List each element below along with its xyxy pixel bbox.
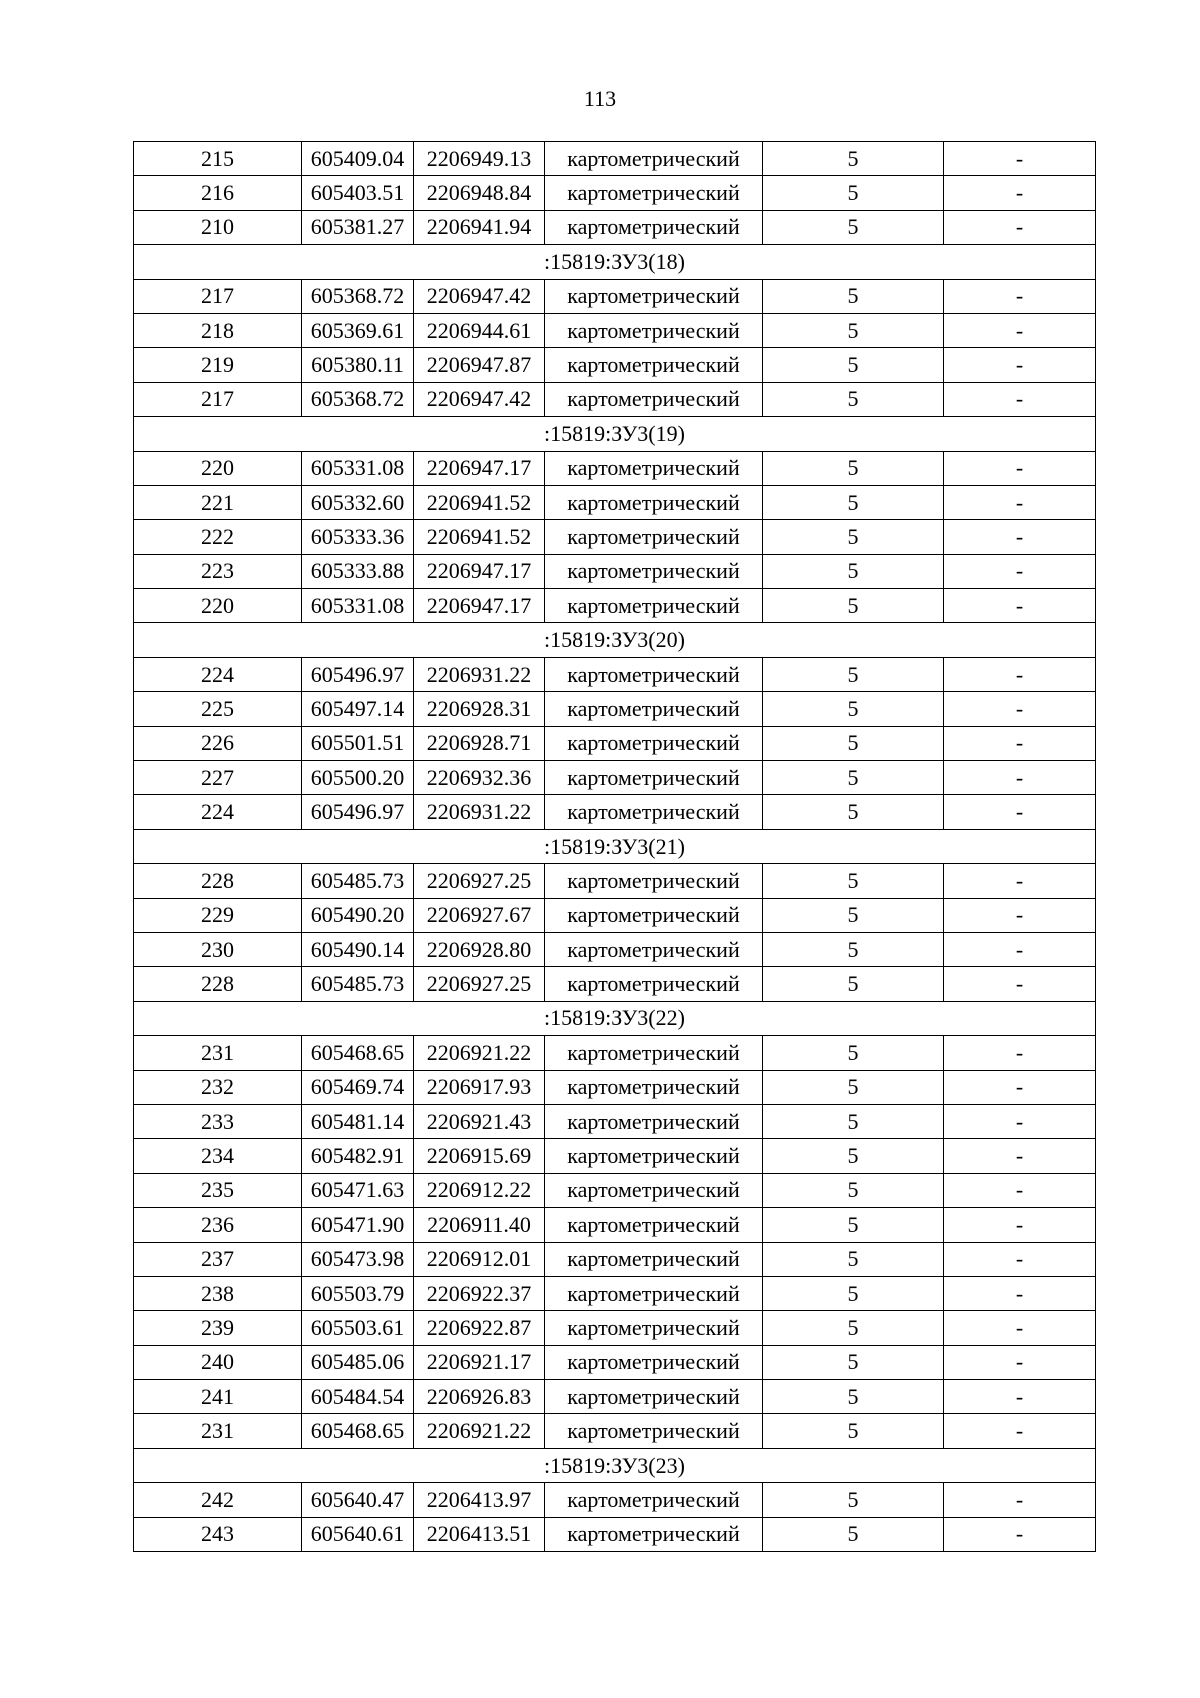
x-coordinate-cell: 605500.20 [302, 761, 414, 795]
point-number-cell: 221 [134, 485, 302, 519]
description-cell: - [944, 1242, 1096, 1276]
x-coordinate-cell: 605640.61 [302, 1517, 414, 1551]
y-coordinate-cell: 2206941.52 [414, 485, 545, 519]
accuracy-cell: 5 [763, 1208, 944, 1242]
section-header-row [134, 1448, 1096, 1482]
table-row [134, 451, 1096, 485]
table-row [134, 692, 1096, 726]
table-row [134, 279, 1096, 313]
point-number-cell: 239 [134, 1311, 302, 1345]
method-cell: картометрический [545, 176, 763, 210]
point-number-cell: 219 [134, 348, 302, 382]
accuracy-cell: 5 [763, 520, 944, 554]
method-cell: картометрический [545, 726, 763, 760]
method-cell: картометрический [545, 1036, 763, 1070]
method-cell: картометрический [545, 1517, 763, 1551]
coordinates-table-body [134, 142, 1096, 1552]
description-cell: - [944, 967, 1096, 1001]
point-number-cell: 225 [134, 692, 302, 726]
description-cell: - [944, 313, 1096, 347]
method-cell: картометрический [545, 348, 763, 382]
point-number-cell: 220 [134, 589, 302, 623]
description-cell: - [944, 795, 1096, 829]
method-cell: картометрический [545, 1173, 763, 1207]
x-coordinate-cell: 605332.60 [302, 485, 414, 519]
table-row [134, 382, 1096, 416]
point-number-cell: 236 [134, 1208, 302, 1242]
x-coordinate-cell: 605331.08 [302, 451, 414, 485]
accuracy-cell: 5 [763, 726, 944, 760]
y-coordinate-cell: 2206928.31 [414, 692, 545, 726]
y-coordinate-cell: 2206928.80 [414, 932, 545, 966]
point-number-cell: 216 [134, 176, 302, 210]
accuracy-cell: 5 [763, 176, 944, 210]
description-cell: - [944, 1276, 1096, 1310]
point-number-cell: 234 [134, 1139, 302, 1173]
table-row [134, 726, 1096, 760]
x-coordinate-cell: 605490.20 [302, 898, 414, 932]
x-coordinate-cell: 605503.61 [302, 1311, 414, 1345]
table-row [134, 1483, 1096, 1517]
table-row [134, 864, 1096, 898]
table-row [134, 1345, 1096, 1379]
y-coordinate-cell: 2206926.83 [414, 1380, 545, 1414]
y-coordinate-cell: 2206922.37 [414, 1276, 545, 1310]
point-number-cell: 228 [134, 864, 302, 898]
y-coordinate-cell: 2206947.17 [414, 554, 545, 588]
point-number-cell: 217 [134, 279, 302, 313]
table-row [134, 967, 1096, 1001]
accuracy-cell: 5 [763, 1345, 944, 1379]
x-coordinate-cell: 605497.14 [302, 692, 414, 726]
y-coordinate-cell: 2206921.43 [414, 1104, 545, 1138]
method-cell: картометрический [545, 1483, 763, 1517]
method-cell: картометрический [545, 520, 763, 554]
x-coordinate-cell: 605471.90 [302, 1208, 414, 1242]
method-cell: картометрический [545, 485, 763, 519]
accuracy-cell: 5 [763, 1173, 944, 1207]
y-coordinate-cell: 2206922.87 [414, 1311, 545, 1345]
point-number-cell: 222 [134, 520, 302, 554]
y-coordinate-cell: 2206921.22 [414, 1414, 545, 1448]
description-cell: - [944, 932, 1096, 966]
method-cell: картометрический [545, 932, 763, 966]
point-number-cell: 210 [134, 210, 302, 244]
table-row [134, 485, 1096, 519]
section-header-row [134, 623, 1096, 657]
y-coordinate-cell: 2206947.42 [414, 382, 545, 416]
x-coordinate-cell: 605331.08 [302, 589, 414, 623]
y-coordinate-cell: 2206917.93 [414, 1070, 545, 1104]
accuracy-cell: 5 [763, 1311, 944, 1345]
accuracy-cell: 5 [763, 1414, 944, 1448]
table-row [134, 313, 1096, 347]
table-row [134, 1276, 1096, 1310]
accuracy-cell: 5 [763, 348, 944, 382]
x-coordinate-cell: 605640.47 [302, 1483, 414, 1517]
x-coordinate-cell: 605468.65 [302, 1036, 414, 1070]
accuracy-cell: 5 [763, 1104, 944, 1138]
point-number-cell: 224 [134, 657, 302, 691]
section-title: :15819:ЗУ3(20) [134, 623, 1096, 657]
point-number-cell: 215 [134, 142, 302, 176]
x-coordinate-cell: 605481.14 [302, 1104, 414, 1138]
method-cell: картометрический [545, 657, 763, 691]
description-cell: - [944, 1380, 1096, 1414]
accuracy-cell: 5 [763, 898, 944, 932]
accuracy-cell: 5 [763, 1483, 944, 1517]
table-row [134, 589, 1096, 623]
accuracy-cell: 5 [763, 451, 944, 485]
point-number-cell: 241 [134, 1380, 302, 1414]
accuracy-cell: 5 [763, 485, 944, 519]
method-cell: картометрический [545, 967, 763, 1001]
accuracy-cell: 5 [763, 1070, 944, 1104]
y-coordinate-cell: 2206941.94 [414, 210, 545, 244]
y-coordinate-cell: 2206947.87 [414, 348, 545, 382]
table-row [134, 1104, 1096, 1138]
y-coordinate-cell: 2206915.69 [414, 1139, 545, 1173]
y-coordinate-cell: 2206911.40 [414, 1208, 545, 1242]
y-coordinate-cell: 2206932.36 [414, 761, 545, 795]
description-cell: - [944, 1483, 1096, 1517]
section-title: :15819:ЗУ3(23) [134, 1448, 1096, 1482]
x-coordinate-cell: 605501.51 [302, 726, 414, 760]
coordinates-table [133, 141, 1096, 1552]
y-coordinate-cell: 2206927.67 [414, 898, 545, 932]
description-cell: - [944, 657, 1096, 691]
section-header-row [134, 829, 1096, 863]
method-cell: картометрический [545, 1311, 763, 1345]
y-coordinate-cell: 2206921.17 [414, 1345, 545, 1379]
x-coordinate-cell: 605381.27 [302, 210, 414, 244]
accuracy-cell: 5 [763, 761, 944, 795]
table-row [134, 176, 1096, 210]
x-coordinate-cell: 605369.61 [302, 313, 414, 347]
method-cell: картометрический [545, 692, 763, 726]
table-row [134, 898, 1096, 932]
table-row [134, 1311, 1096, 1345]
method-cell: картометрический [545, 864, 763, 898]
description-cell: - [944, 382, 1096, 416]
x-coordinate-cell: 605368.72 [302, 279, 414, 313]
description-cell: - [944, 1208, 1096, 1242]
table-row [134, 348, 1096, 382]
accuracy-cell: 5 [763, 1036, 944, 1070]
x-coordinate-cell: 605485.73 [302, 967, 414, 1001]
point-number-cell: 231 [134, 1414, 302, 1448]
table-row [134, 1208, 1096, 1242]
description-cell: - [944, 554, 1096, 588]
x-coordinate-cell: 605469.74 [302, 1070, 414, 1104]
x-coordinate-cell: 605496.97 [302, 657, 414, 691]
table-row [134, 1414, 1096, 1448]
y-coordinate-cell: 2206413.97 [414, 1483, 545, 1517]
y-coordinate-cell: 2206931.22 [414, 657, 545, 691]
description-cell: - [944, 279, 1096, 313]
method-cell: картометрический [545, 1380, 763, 1414]
x-coordinate-cell: 605409.04 [302, 142, 414, 176]
table-row [134, 1173, 1096, 1207]
method-cell: картометрический [545, 382, 763, 416]
table-row [134, 210, 1096, 244]
point-number-cell: 231 [134, 1036, 302, 1070]
point-number-cell: 217 [134, 382, 302, 416]
table-row [134, 761, 1096, 795]
table-row [134, 1036, 1096, 1070]
description-cell: - [944, 898, 1096, 932]
y-coordinate-cell: 2206927.25 [414, 967, 545, 1001]
table-row [134, 520, 1096, 554]
description-cell: - [944, 520, 1096, 554]
x-coordinate-cell: 605485.73 [302, 864, 414, 898]
table-row [134, 1517, 1096, 1551]
method-cell: картометрический [545, 1276, 763, 1310]
y-coordinate-cell: 2206941.52 [414, 520, 545, 554]
point-number-cell: 224 [134, 795, 302, 829]
method-cell: картометрический [545, 279, 763, 313]
description-cell: - [944, 1036, 1096, 1070]
accuracy-cell: 5 [763, 1380, 944, 1414]
y-coordinate-cell: 2206949.13 [414, 142, 545, 176]
point-number-cell: 243 [134, 1517, 302, 1551]
point-number-cell: 233 [134, 1104, 302, 1138]
description-cell: - [944, 761, 1096, 795]
x-coordinate-cell: 605333.36 [302, 520, 414, 554]
x-coordinate-cell: 605482.91 [302, 1139, 414, 1173]
y-coordinate-cell: 2206947.17 [414, 589, 545, 623]
accuracy-cell: 5 [763, 1517, 944, 1551]
table-row [134, 142, 1096, 176]
y-coordinate-cell: 2206413.51 [414, 1517, 545, 1551]
x-coordinate-cell: 605496.97 [302, 795, 414, 829]
description-cell: - [944, 1173, 1096, 1207]
method-cell: картометрический [545, 589, 763, 623]
description-cell: - [944, 1104, 1096, 1138]
accuracy-cell: 5 [763, 932, 944, 966]
accuracy-cell: 5 [763, 1276, 944, 1310]
method-cell: картометрический [545, 1070, 763, 1104]
point-number-cell: 240 [134, 1345, 302, 1379]
accuracy-cell: 5 [763, 142, 944, 176]
method-cell: картометрический [545, 1104, 763, 1138]
accuracy-cell: 5 [763, 589, 944, 623]
point-number-cell: 242 [134, 1483, 302, 1517]
y-coordinate-cell: 2206921.22 [414, 1036, 545, 1070]
method-cell: картометрический [545, 1139, 763, 1173]
description-cell: - [944, 176, 1096, 210]
method-cell: картометрический [545, 554, 763, 588]
section-header-row [134, 1001, 1096, 1035]
method-cell: картометрический [545, 142, 763, 176]
method-cell: картометрический [545, 451, 763, 485]
accuracy-cell: 5 [763, 554, 944, 588]
table-row [134, 932, 1096, 966]
x-coordinate-cell: 605333.88 [302, 554, 414, 588]
point-number-cell: 238 [134, 1276, 302, 1310]
y-coordinate-cell: 2206947.42 [414, 279, 545, 313]
description-cell: - [944, 1070, 1096, 1104]
method-cell: картометрический [545, 1345, 763, 1379]
accuracy-cell: 5 [763, 864, 944, 898]
table-row [134, 1070, 1096, 1104]
x-coordinate-cell: 605484.54 [302, 1380, 414, 1414]
method-cell: картометрический [545, 795, 763, 829]
point-number-cell: 229 [134, 898, 302, 932]
accuracy-cell: 5 [763, 657, 944, 691]
description-cell: - [944, 589, 1096, 623]
point-number-cell: 235 [134, 1173, 302, 1207]
y-coordinate-cell: 2206928.71 [414, 726, 545, 760]
description-cell: - [944, 1414, 1096, 1448]
x-coordinate-cell: 605403.51 [302, 176, 414, 210]
x-coordinate-cell: 605490.14 [302, 932, 414, 966]
table-row [134, 1242, 1096, 1276]
x-coordinate-cell: 605485.06 [302, 1345, 414, 1379]
y-coordinate-cell: 2206944.61 [414, 313, 545, 347]
point-number-cell: 232 [134, 1070, 302, 1104]
method-cell: картометрический [545, 1242, 763, 1276]
accuracy-cell: 5 [763, 382, 944, 416]
description-cell: - [944, 1517, 1096, 1551]
y-coordinate-cell: 2206931.22 [414, 795, 545, 829]
table-row [134, 1139, 1096, 1173]
accuracy-cell: 5 [763, 967, 944, 1001]
x-coordinate-cell: 605471.63 [302, 1173, 414, 1207]
description-cell: - [944, 1139, 1096, 1173]
x-coordinate-cell: 605468.65 [302, 1414, 414, 1448]
section-header-row [134, 245, 1096, 279]
description-cell: - [944, 485, 1096, 519]
accuracy-cell: 5 [763, 692, 944, 726]
description-cell: - [944, 210, 1096, 244]
point-number-cell: 226 [134, 726, 302, 760]
x-coordinate-cell: 605473.98 [302, 1242, 414, 1276]
description-cell: - [944, 451, 1096, 485]
table-row [134, 795, 1096, 829]
page-number: 113 [583, 86, 617, 111]
section-header-row [134, 417, 1096, 451]
accuracy-cell: 5 [763, 279, 944, 313]
y-coordinate-cell: 2206947.17 [414, 451, 545, 485]
accuracy-cell: 5 [763, 1139, 944, 1173]
y-coordinate-cell: 2206912.22 [414, 1173, 545, 1207]
description-cell: - [944, 864, 1096, 898]
point-number-cell: 218 [134, 313, 302, 347]
table-row [134, 657, 1096, 691]
point-number-cell: 237 [134, 1242, 302, 1276]
accuracy-cell: 5 [763, 313, 944, 347]
section-title: :15819:ЗУ3(21) [134, 829, 1096, 863]
x-coordinate-cell: 605503.79 [302, 1276, 414, 1310]
point-number-cell: 220 [134, 451, 302, 485]
y-coordinate-cell: 2206948.84 [414, 176, 545, 210]
description-cell: - [944, 348, 1096, 382]
description-cell: - [944, 1345, 1096, 1379]
method-cell: картометрический [545, 1208, 763, 1242]
method-cell: картометрический [545, 898, 763, 932]
y-coordinate-cell: 2206912.01 [414, 1242, 545, 1276]
method-cell: картометрический [545, 313, 763, 347]
description-cell: - [944, 726, 1096, 760]
point-number-cell: 227 [134, 761, 302, 795]
x-coordinate-cell: 605380.11 [302, 348, 414, 382]
section-title: :15819:ЗУ3(19) [134, 417, 1096, 451]
point-number-cell: 228 [134, 967, 302, 1001]
accuracy-cell: 5 [763, 795, 944, 829]
y-coordinate-cell: 2206927.25 [414, 864, 545, 898]
x-coordinate-cell: 605368.72 [302, 382, 414, 416]
section-title: :15819:ЗУ3(18) [134, 245, 1096, 279]
table-row [134, 1380, 1096, 1414]
point-number-cell: 230 [134, 932, 302, 966]
description-cell: - [944, 142, 1096, 176]
accuracy-cell: 5 [763, 1242, 944, 1276]
description-cell: - [944, 692, 1096, 726]
method-cell: картометрический [545, 761, 763, 795]
table-row [134, 554, 1096, 588]
section-title: :15819:ЗУ3(22) [134, 1001, 1096, 1035]
point-number-cell: 223 [134, 554, 302, 588]
accuracy-cell: 5 [763, 210, 944, 244]
method-cell: картометрический [545, 210, 763, 244]
description-cell: - [944, 1311, 1096, 1345]
method-cell: картометрический [545, 1414, 763, 1448]
